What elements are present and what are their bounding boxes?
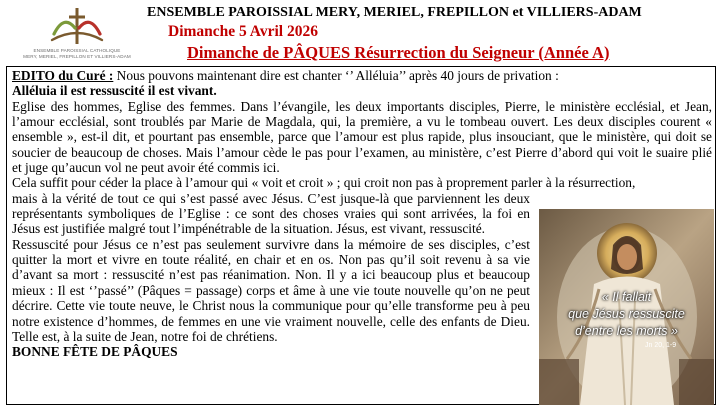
edito-paragraph-2b: mais à la vérité de tout ce qui s’est passé avec Jésus. C’est jusque-là que parviennent les deux représentants symboliques de l’Eglise : ce sont des choses vraies qui sont arrivées, la foi en Jésus est justifiée malgré tout l’impénétrable de la situation. Jésus, est vivant, ressuscité. (12, 190, 530, 237)
edito-paragraph-1: Eglise des hommes, Eglise des femmes. Dans l’évangile, les deux importants disciples, Pierre, le ministère ecclésial, et Jean, l’amour ecclésial, sont troublés par Marie de Magdala, qui, la première, a vu le tombeau ouvert. Les deux disciples courent « ensemble », est-il dit, et pourtant pas ensemble, parce que l’amour est plus rapide, plus insouciant, que le ministère, qui doit se soucier de beaucoup de choses. Mais l’amour cède le pas pour l’examen, au ministère, c’est Pierre d’abord qui voit le suaire plié et juge qu’aucun vol ne peut avoir été commis ici. (12, 98, 712, 176)
date-title: Dimanche 5 Avril 2026 (168, 23, 318, 40)
edito-paragraph-2a: Cela suffit pour céder la place à l’amour qui « voit et croit » ; qui croit non pas à proprement parler à la résurrection, (12, 175, 636, 191)
resurrection-image (539, 209, 714, 405)
logo-caption-line2: MERY, MERIEL, FREPILLON ET VILLIERS-ADAM (23, 54, 131, 59)
parish-title: ENSEMBLE PAROISSIAL MERY, MERIEL, FREPILLON et VILLIERS-ADAM (147, 5, 642, 20)
edito-intro (12, 68, 712, 83)
quote-reference: Jn 20, 1-9 (645, 342, 677, 349)
edito-intro-text: Nous pouvons maintenant dire est chanter ‘’ Alléluia’’ après 40 jours de privation : (113, 68, 559, 83)
edito-closing: BONNE FÊTE DE PÂQUES (12, 344, 178, 360)
quote-line-2: que Jésus ressuscite (568, 307, 685, 321)
edito-label: EDITO du Curé : (12, 68, 114, 83)
parish-logo (18, 4, 136, 66)
quote-line-1: « Il fallait (601, 290, 652, 304)
edito-paragraph-3: Ressuscité pour Jésus ce n’est pas seulement survivre dans la mémoire de ses disciples, c’est quitter la mort et vivre en toute réalité, en chair et en os. Non pas qu’il soit revenu à sa vie d’avant sa mort : ressuscité n’est pas réanimation. Non. Il y a ici beaucoup plus et beaucoup mieux : Il est ‘’passé’’ (Pâques = passage) corps et âme à une vie toute nouvelle qu’on ne peut décrire. Cette vie toute neuve, le Christ nous la communique pour qu’elle transforme peu à peu notre existence d’hommes, de femmes en une vie vraiment nouvelle, celle des enfants de Dieu. Telle est, à la suite de Jean, notre foi de chrétiens. (12, 236, 530, 344)
cross-dove-icon (46, 4, 108, 48)
quote-line-3: d’entre les morts » (575, 324, 678, 338)
edito-bold-line: Alléluia il est ressuscité il est vivant. (12, 83, 217, 99)
image-quote (539, 289, 714, 340)
logo-caption-line1: ENSEMBLE PAROISSIAL CATHOLIQUE (33, 48, 121, 53)
feast-title: Dimanche de PÂQUES Résurrection du Seigneur (Année A) (187, 43, 610, 62)
